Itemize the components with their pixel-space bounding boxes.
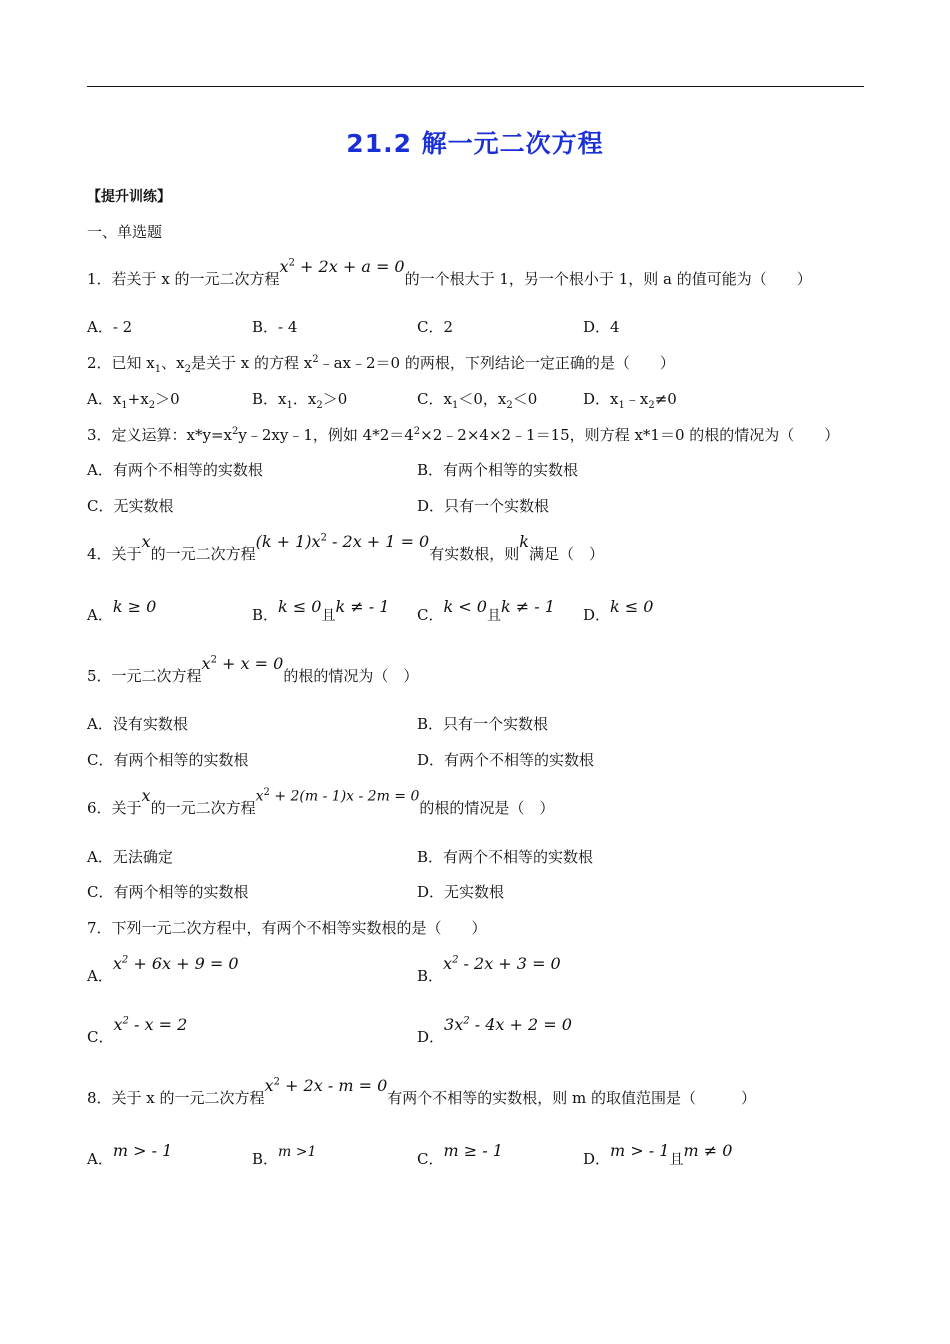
option-c: C．$x^2 - x = 2$ — [87, 1015, 188, 1046]
option-a: A．k ≥ 0 — [87, 597, 157, 624]
option-a: A．无法确定 — [87, 848, 173, 866]
option-c: C．无实数根 — [87, 497, 174, 515]
question-4: 4．关于x的一元二次方程$(k + 1)x^2 - 2x + 1 = 0$有实数根，则k满足（ ） — [87, 532, 604, 563]
option-b: B．有两个相等的实数根 — [417, 461, 579, 479]
equation: $(k + 1)x^2 - 2x + 1 = 0$ — [255, 532, 430, 551]
option-d: D．k ≤ 0 — [583, 597, 654, 624]
question-8: 8．关于 x 的一元二次方程$x^2 + 2x - m = 0$有两个不相等的实数根，则 m 的取值范围是（ ） — [87, 1076, 757, 1107]
option-b: B．m >1 — [252, 1144, 317, 1168]
option-d: D．4 — [583, 318, 620, 336]
question-6: 6．关于x的一元二次方程$x^2 + 2(m - 1)x - 2m = 0$的根的情况是（ ） — [87, 786, 555, 817]
page-title: 21.2 解一元二次方程 — [346, 129, 604, 158]
question-2: 2．已知 $x_1$、$x_2$是关于 x 的方程 $x^2﹣ax﹣2=0$ 的两根，下列结论一定正确的是（ ） — [87, 354, 675, 375]
option-a: A．没有实数根 — [87, 715, 188, 733]
option-d: D．$x_1﹣x_2\ne 0$ — [583, 390, 677, 411]
option-d: D．$3x^2 - 4x + 2 = 0$ — [417, 1015, 572, 1046]
option-b: B．k ≤ 0且k ≠ - 1 — [252, 597, 390, 624]
option-c: C．2 — [417, 318, 454, 336]
option-c: C．有两个相等的实数根 — [87, 883, 249, 901]
option-b: B．$x_1$．$x_2>0$ — [252, 390, 348, 411]
option-b: B．只有一个实数根 — [417, 715, 549, 733]
question-1: 1．若关于 x 的一元二次方程$x^2 + 2x + a = 0$的一个根大于 1，另一个根小于 1，则 a 的值可能为（ ） — [87, 257, 812, 288]
option-c: C．有两个相等的实数根 — [87, 751, 249, 769]
option-d: D．有两个不相等的实数根 — [417, 751, 595, 769]
option-b: B．- 4 — [252, 318, 298, 336]
option-d: D．无实数根 — [417, 883, 505, 901]
option-c: C．m ≥ - 1 — [417, 1141, 503, 1168]
option-a: A．有两个不相等的实数根 — [87, 461, 263, 479]
question-5: 5．一元二次方程$x^2 + x = 0$的根的情况为（ ） — [87, 654, 419, 685]
question-7: 7．下列一元二次方程中，有两个不相等实数根的是（ ） — [87, 919, 487, 937]
option-c: C．k < 0且k ≠ - 1 — [417, 597, 555, 624]
option-c: C．$x_1<0$，$x_2<0$ — [417, 390, 538, 411]
equation: $x^2 + 2x + a = 0$ — [279, 257, 405, 276]
equation: $x^2 + 2(m - 1)x - 2m = 0$ — [255, 787, 420, 805]
option-d: D．只有一个实数根 — [417, 497, 550, 515]
header-rule — [87, 86, 864, 87]
option-b: B．有两个不相等的实数根 — [417, 848, 594, 866]
option-a: A．m > - 1 — [87, 1141, 173, 1168]
option-a: A．$x^2 + 6x + 9 = 0$ — [87, 954, 239, 985]
section-heading: 【提升训练】 — [87, 189, 171, 205]
option-a: A．$x_1+x_2>0$ — [87, 390, 180, 411]
option-a: A．- 2 — [87, 318, 133, 336]
part-heading: 一、单选题 — [87, 223, 163, 241]
question-3: 3．定义运算：$x*y=x^2y﹣2xy﹣1$，例如 $4*2=4^2\times 2﹣2\times 4\times 2﹣1=15$，则方程 x*1＝0 的根的情况为（ ） — [87, 426, 840, 444]
equation: $x^2 + x = 0$ — [201, 654, 284, 673]
equation: $x^2 + 2x - m = 0$ — [264, 1076, 388, 1095]
option-b: B．$x^2 - 2x + 3 = 0$ — [417, 954, 561, 985]
option-d: D．m > - 1且m ≠ 0 — [583, 1141, 733, 1168]
